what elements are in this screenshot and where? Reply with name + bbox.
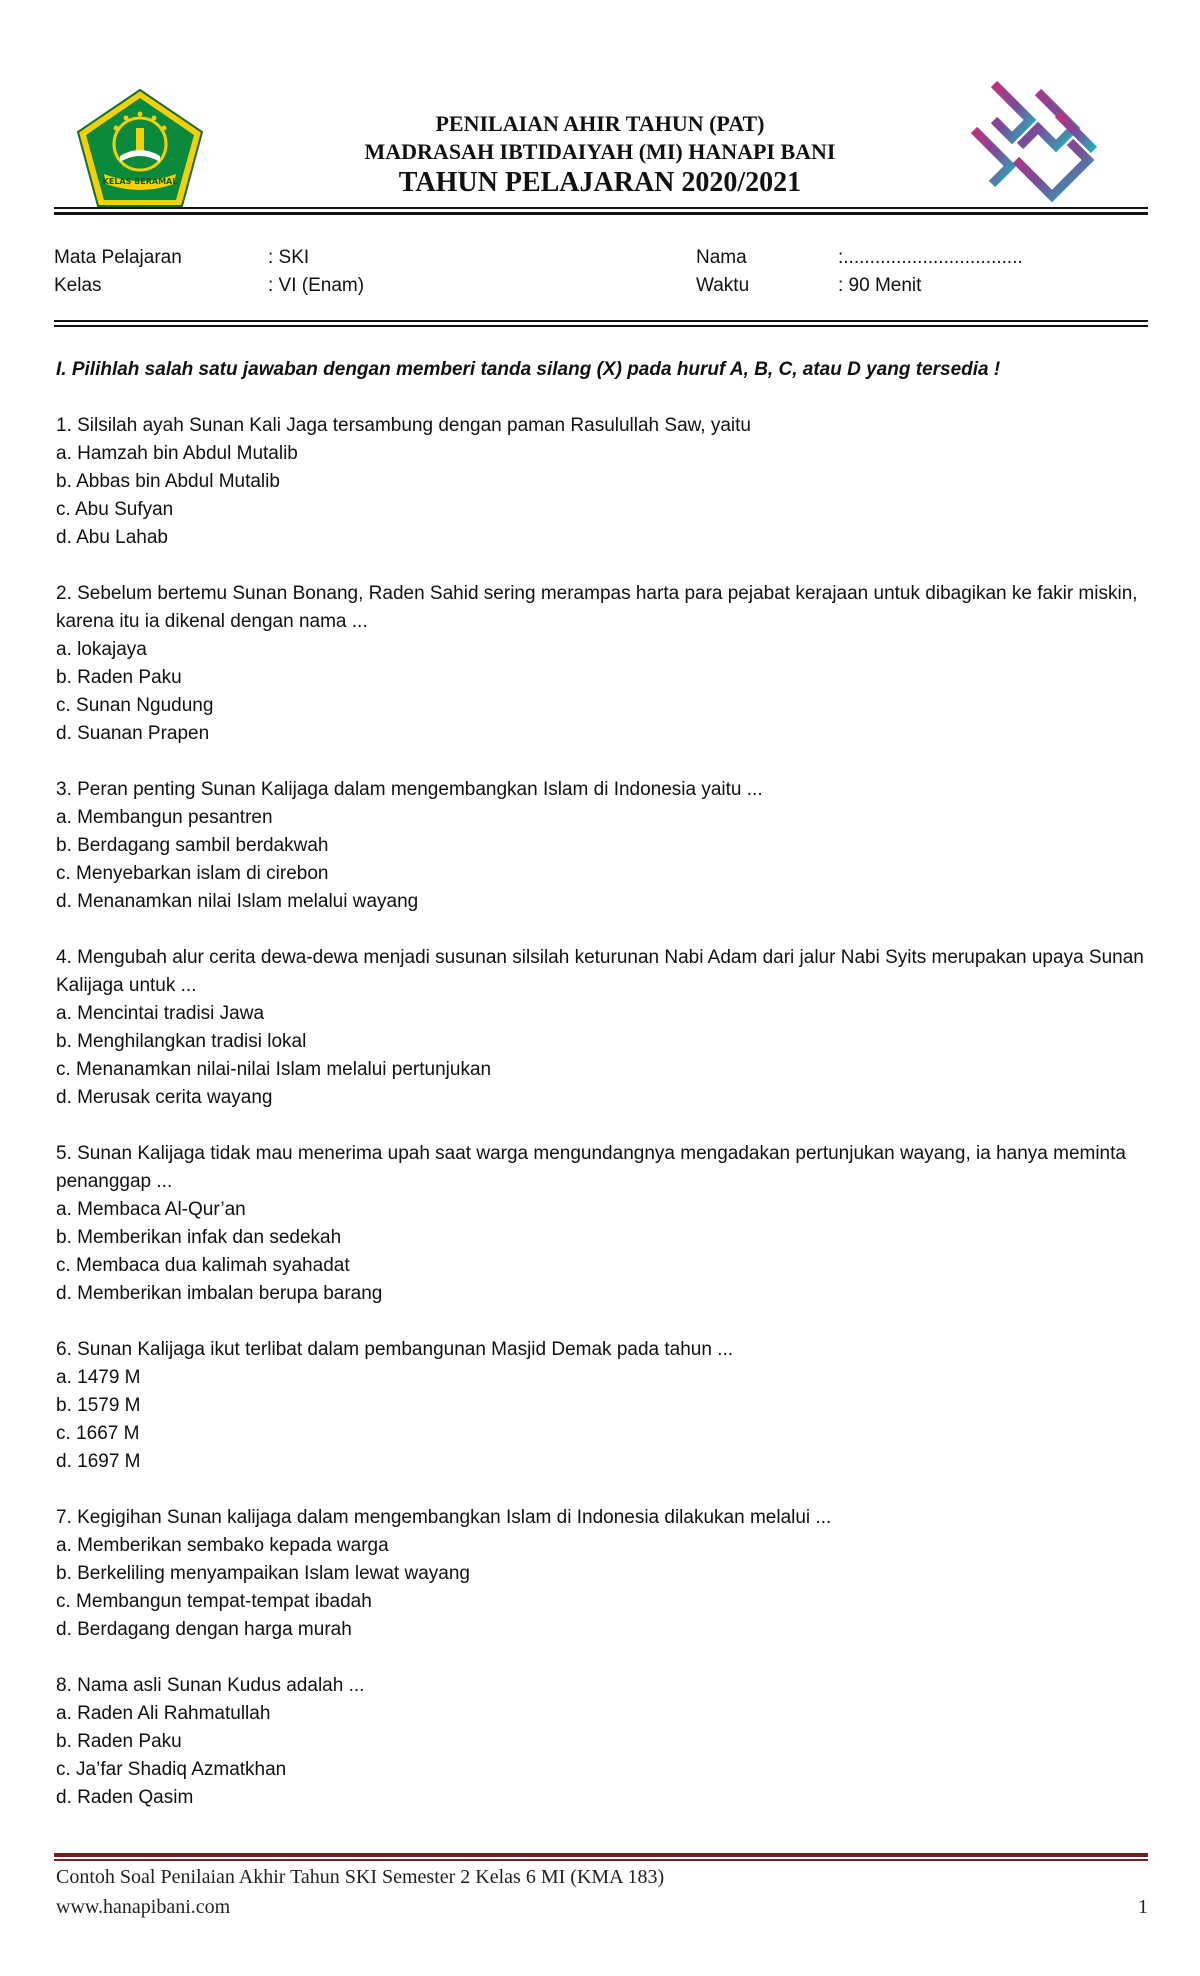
option-b: b. Abbas bin Abdul Mutalib [56, 471, 280, 492]
question-4 [56, 944, 1146, 1112]
question-text: 3. Peran penting Sunan Kalijaga dalam mengembangkan Islam di Indonesia yaitu ... [56, 779, 763, 800]
footer-website: www.hanapibani.com [56, 1896, 231, 1918]
subject-label: Mata Pelajaran [54, 247, 182, 268]
question-text: 6. Sunan Kalijaga ikut terlibat dalam pembangunan Masjid Demak pada tahun ... [56, 1339, 734, 1360]
question-text: 4. Mengubah alur cerita dewa-dewa menjadi susunan silsilah keturunan Nabi Adam dari jalur Nabi Syits merupakan upaya Sunan Kalijaga untuk ... [56, 947, 1144, 996]
option-d: d. Suanan Prapen [56, 723, 210, 744]
header-title [210, 110, 990, 200]
option-d: d. Menanamkan nilai Islam melalui wayang [56, 891, 419, 912]
info-divider-top [54, 320, 1148, 322]
info-divider-bottom [54, 325, 1148, 327]
name-label: Nama [696, 247, 747, 268]
time-label: Waktu [696, 275, 750, 296]
question-5 [56, 1140, 1146, 1308]
option-b: b. Berkeliling menyampaikan Islam lewat wayang [56, 1563, 470, 1584]
option-b: b. Memberikan infak dan sedekah [56, 1227, 342, 1248]
page-footer [56, 1862, 1148, 1922]
logo-left-text: KELAS BERAMAL [102, 177, 178, 186]
option-c: c. 1667 M [56, 1423, 140, 1444]
header-divider-bottom [54, 212, 1148, 215]
option-a: a. Memberikan sembako kepada warga [56, 1535, 389, 1556]
header-line-1: PENILAIAN AHIR TAHUN (PAT) [435, 111, 765, 136]
question-text: 8. Nama asli Sunan Kudus adalah ... [56, 1675, 365, 1696]
footer-divider-bottom [54, 1859, 1148, 1861]
subject-value: : SKI [268, 247, 310, 268]
option-a: a. Hamzah bin Abdul Mutalib [56, 443, 298, 464]
header-line-2: MADRASAH IBTIDAIYAH (MI) HANAPI BANI [364, 139, 836, 164]
option-d: d. Memberikan imbalan berupa barang [56, 1283, 383, 1304]
footer-caption: Contoh Soal Penilaian Akhir Tahun SKI Semester 2 Kelas 6 MI (KMA 183) [56, 1866, 665, 1888]
option-c: c. Membangun tempat-tempat ibadah [56, 1591, 372, 1612]
question-3 [56, 776, 1146, 916]
student-info [54, 244, 1148, 304]
question-6 [56, 1336, 1146, 1476]
exam-content [56, 356, 1146, 1840]
option-a: a. 1479 M [56, 1367, 141, 1388]
option-a: a. lokajaya [56, 639, 147, 660]
option-c: c. Abu Sufyan [56, 499, 174, 520]
question-text: 7. Kegigihan Sunan kalijaga dalam mengembangkan Islam di Indonesia dilakukan melalui ... [56, 1507, 832, 1528]
option-c: c. Sunan Ngudung [56, 695, 214, 716]
option-a: a. Membaca Al-Qur’an [56, 1199, 246, 1220]
option-d: d. 1697 M [56, 1451, 141, 1472]
option-a: a. Raden Ali Rahmatullah [56, 1703, 271, 1724]
question-7 [56, 1504, 1146, 1644]
name-value: :.................................. [838, 247, 1023, 268]
option-a: a. Membangun pesantren [56, 807, 273, 828]
option-b: b. Raden Paku [56, 667, 182, 688]
option-d: d. Raden Qasim [56, 1787, 194, 1808]
instruction-text: I. Pilihlah salah satu jawaban dengan memberi tanda silang (X) pada huruf A, B, C, atau D yang tersedia ! [56, 359, 1001, 380]
option-d: d. Abu Lahab [56, 527, 168, 548]
option-c: c. Menyebarkan islam di cirebon [56, 863, 329, 884]
question-text: 1. Silsilah ayah Sunan Kali Jaga tersambung dengan paman Rasulullah Saw, yaitu [56, 415, 752, 436]
question-1 [56, 412, 1146, 552]
class-label: Kelas [54, 275, 102, 296]
header-divider-top [54, 207, 1148, 209]
option-d: d. Merusak cerita wayang [56, 1087, 273, 1108]
option-c: c. Membaca dua kalimah syahadat [56, 1255, 350, 1276]
option-c: c. Menanamkan nilai-nilai Islam melalui pertunjukan [56, 1059, 492, 1080]
question-8 [56, 1672, 1146, 1812]
kemenag-logo [74, 88, 206, 208]
class-value: : VI (Enam) [268, 275, 365, 296]
option-c: c. Ja’far Shadiq Azmatkhan [56, 1759, 287, 1780]
page-number: 1 [1138, 1896, 1148, 1918]
header-line-3: TAHUN PELAJARAN 2020/2021 [398, 167, 802, 198]
option-b: b. Berdagang sambil berdakwah [56, 835, 329, 856]
time-value: : 90 Menit [838, 275, 922, 296]
footer-divider-top [54, 1853, 1148, 1857]
option-d: d. Berdagang dengan harga murah [56, 1619, 352, 1640]
option-a: a. Mencintai tradisi Jawa [56, 1003, 265, 1024]
option-b: b. Raden Paku [56, 1731, 182, 1752]
question-2 [56, 580, 1146, 748]
option-b: b. Menghilangkan tradisi lokal [56, 1031, 307, 1052]
option-b: b. 1579 M [56, 1395, 141, 1416]
question-text: 5. Sunan Kalijaga tidak mau menerima upah saat warga mengundangnya mengadakan pertunjukan wayang, ia hanya meminta penanggap ... [56, 1143, 1126, 1192]
question-text: 2. Sebelum bertemu Sunan Bonang, Raden Sahid sering merampas harta para pejabat kerajaan untuk dibagikan ke fakir miskin, karena itu ia dikenal dengan nama ... [56, 583, 1138, 632]
